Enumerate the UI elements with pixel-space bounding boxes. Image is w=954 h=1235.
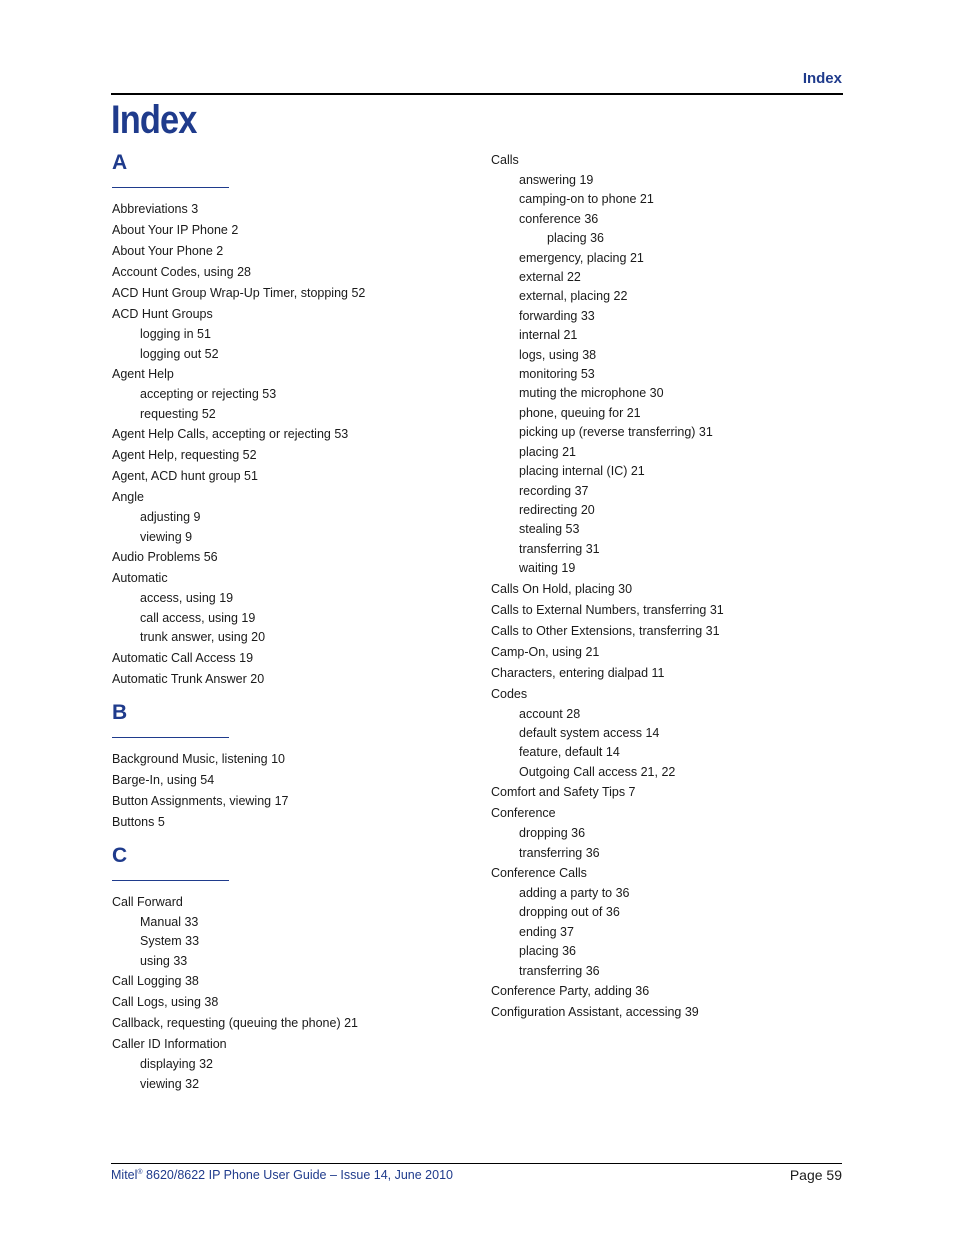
index-right-column bbox=[491, 150, 851, 1023]
index-entry: Agent Help Calls, accepting or rejecting 53 bbox=[112, 427, 349, 441]
index-subentry: displaying 32 bbox=[140, 1057, 213, 1071]
index-subentry: ending 37 bbox=[519, 924, 574, 939]
index-subentry: feature, default 14 bbox=[519, 745, 620, 760]
footer-rule bbox=[111, 1163, 842, 1164]
index-entry: Conference Party, adding 36 bbox=[491, 984, 650, 998]
index-entry: Conference bbox=[491, 806, 556, 821]
index-entry: Abbreviations 3 bbox=[112, 202, 199, 216]
index-subentry: adjusting 9 bbox=[140, 510, 201, 524]
index-subentry: placing 36 bbox=[519, 944, 576, 959]
section-heading bbox=[112, 698, 472, 736]
index-subentry: phone, queuing for 21 bbox=[519, 405, 641, 420]
index-subentry: conference 36 bbox=[519, 211, 599, 226]
index-entry: Camp-On, using 21 bbox=[491, 644, 600, 659]
page-title: Index bbox=[111, 98, 197, 142]
section-rule bbox=[112, 880, 229, 881]
index-entry: Agent Help bbox=[112, 367, 174, 381]
index-subentry: answering 19 bbox=[519, 173, 594, 187]
index-section-c bbox=[112, 841, 472, 1095]
running-head: Index bbox=[802, 70, 842, 87]
index-subentry: placing internal (IC) 21 bbox=[519, 464, 645, 479]
index-subentry: transferring 36 bbox=[519, 963, 600, 978]
index-subentry: dropping out of 36 bbox=[519, 905, 620, 920]
index-entry: Calls to External Numbers, transferring 31 bbox=[491, 602, 724, 617]
index-entry: Call Logging 38 bbox=[112, 974, 199, 988]
section-letter: B bbox=[112, 700, 128, 724]
index-subentry: Outgoing Call access 21, 22 bbox=[519, 764, 676, 779]
index-entry: Automatic Trunk Answer 20 bbox=[112, 671, 265, 686]
index-subentry: muting the microphone 30 bbox=[519, 386, 664, 401]
index-entry: Audio Problems 56 bbox=[112, 550, 218, 564]
section-rule bbox=[112, 187, 229, 188]
index-entry: Background Music, listening 10 bbox=[112, 751, 286, 766]
index-entry: Caller ID Information bbox=[112, 1037, 227, 1051]
index-subentry: default system access 14 bbox=[519, 725, 660, 740]
section-entries bbox=[112, 879, 472, 1095]
index-subentry: emergency, placing 21 bbox=[519, 250, 644, 265]
index-entry: Automatic bbox=[112, 571, 168, 585]
index-subentry: adding a party to 36 bbox=[519, 885, 630, 900]
footer-brand: Mitel bbox=[111, 1168, 138, 1182]
index-subentry: waiting 19 bbox=[519, 561, 576, 576]
index-entry: Characters, entering dialpad 11 bbox=[491, 665, 665, 680]
index-entry: Call Logs, using 38 bbox=[112, 995, 219, 1009]
index-entry: Calls On Hold, placing 30 bbox=[491, 581, 633, 596]
index-subentry: Manual 33 bbox=[140, 914, 199, 929]
index-section-b bbox=[112, 698, 472, 833]
index-subentry: trunk answer, using 20 bbox=[140, 630, 266, 644]
index-subentry: logging in 51 bbox=[140, 327, 211, 341]
index-entry: Conference Calls bbox=[491, 865, 587, 880]
index-entry: Angle bbox=[112, 490, 144, 504]
index-subentry: dropping 36 bbox=[519, 826, 586, 841]
index-section-a bbox=[112, 148, 472, 690]
index-subentry: internal 21 bbox=[519, 328, 578, 343]
index-subentry: viewing 32 bbox=[140, 1076, 200, 1091]
section-rule bbox=[112, 737, 229, 738]
index-entry: Calls to Other Extensions, transferring 31 bbox=[491, 623, 720, 638]
index-subentry: account 28 bbox=[519, 706, 581, 721]
index-entry: About Your IP Phone 2 bbox=[112, 223, 239, 237]
index-subentry: picking up (reverse transferring) 31 bbox=[519, 425, 713, 440]
section-letter: A bbox=[112, 151, 128, 174]
index-subentry: transferring 31 bbox=[519, 541, 600, 556]
index-entry: Barge-In, using 54 bbox=[112, 772, 215, 787]
index-subentry: external 22 bbox=[519, 270, 581, 285]
index-entry: ACD Hunt Group Wrap-Up Timer, stopping 52 bbox=[112, 286, 366, 300]
index-entry: Agent, ACD hunt group 51 bbox=[112, 469, 258, 483]
index-subentry: viewing 9 bbox=[140, 529, 193, 544]
index-entry: Codes bbox=[491, 686, 528, 701]
index-subentry: forwarding 33 bbox=[519, 308, 595, 323]
index-subentry: requesting 52 bbox=[140, 406, 216, 421]
index-entry: ACD Hunt Groups bbox=[112, 307, 213, 321]
index-entry: Call Forward bbox=[112, 894, 183, 909]
index-entry: Callback, requesting (queuing the phone) 21 bbox=[112, 1016, 359, 1030]
index-subentry: stealing 53 bbox=[519, 522, 580, 537]
index-entry: Account Codes, using 28 bbox=[112, 265, 251, 279]
index-subentry: accepting or rejecting 53 bbox=[140, 387, 277, 401]
footer-doc-name: 8620/8622 IP Phone User Guide – Issue 14, June 2010 bbox=[142, 1168, 453, 1182]
index-subentry: transferring 36 bbox=[519, 845, 600, 860]
page-number: Page 59 bbox=[789, 1167, 842, 1183]
index-entry: Comfort and Safety Tips 7 bbox=[491, 785, 636, 800]
index-entry: About Your Phone 2 bbox=[112, 244, 224, 258]
index-subentry: placing 21 bbox=[519, 444, 576, 459]
section-heading bbox=[112, 148, 472, 186]
header-rule bbox=[111, 93, 843, 95]
index-subentry: monitoring 53 bbox=[519, 367, 595, 382]
section-entries bbox=[112, 736, 472, 833]
index-entry: Configuration Assistant, accessing 39 bbox=[491, 1005, 699, 1019]
index-entry: Calls bbox=[491, 153, 519, 167]
section-letter: C bbox=[112, 843, 128, 867]
index-subentry: logging out 52 bbox=[140, 346, 219, 361]
footer-doc-title bbox=[111, 1168, 453, 1182]
index-subentry: external, placing 22 bbox=[519, 289, 628, 304]
index-subentry: call access, using 19 bbox=[140, 610, 256, 625]
index-subentry: placing 36 bbox=[547, 231, 604, 246]
index-subentry: camping-on to phone 21 bbox=[519, 192, 654, 207]
index-entry: Button Assignments, viewing 17 bbox=[112, 793, 289, 808]
index-subentry: logs, using 38 bbox=[519, 347, 597, 362]
section-entries bbox=[112, 186, 472, 690]
index-subentry: redirecting 20 bbox=[519, 502, 595, 517]
section-heading bbox=[112, 841, 472, 879]
index-subentry: using 33 bbox=[140, 953, 188, 968]
index-left-column bbox=[112, 148, 472, 1102]
index-entry: Agent Help, requesting 52 bbox=[112, 448, 257, 462]
index-entry: Buttons 5 bbox=[112, 814, 165, 829]
index-entry: Automatic Call Access 19 bbox=[112, 650, 254, 665]
index-subentry: access, using 19 bbox=[140, 591, 234, 605]
registered-mark: ® bbox=[137, 1168, 143, 1176]
index-subentry: System 33 bbox=[140, 934, 200, 948]
index-subentry: recording 37 bbox=[519, 483, 589, 498]
